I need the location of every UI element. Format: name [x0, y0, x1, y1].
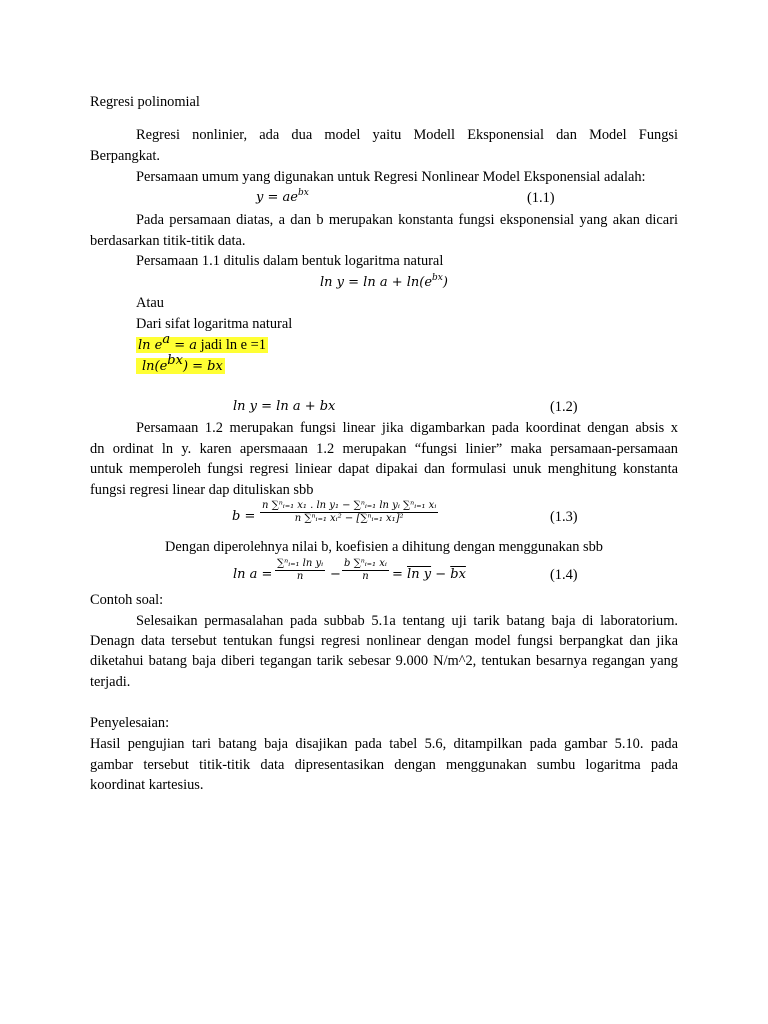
penyelesaian-heading: Penyelesaian: — [90, 715, 170, 731]
paragraph-5-line-3: untuk memperoleh fungsi regresi liniear dapat dipakai dan formulasi unuk menghitung konstanta — [90, 461, 678, 477]
paragraph-8-line-1: Hasil pengujian tari batang baja disajikan pada tabel 5.6, ditampilkan pada gambar 5.10. pada — [90, 736, 678, 752]
equation-1-3-fraction — [260, 500, 438, 525]
equation-1-2-expr: ln y = ln a + bx — [233, 399, 336, 414]
paragraph-7-line-3: diketahui batang baja diberi tegangan tarik sebesar 9.000 N/m^2, tentukan besarnya regangan yang — [90, 653, 678, 669]
highlight-line-1 — [136, 332, 678, 355]
equation-1-3-numerator: n ∑ⁿᵢ₌₁ x₁ . ln y₁ − ∑ⁿᵢ₌₁ ln yᵢ ∑ⁿᵢ₌₁ xᵢ — [262, 500, 437, 511]
equation-1-4-minus: − — [330, 567, 341, 582]
paragraph-7-line-1: Selesaikan permasalahan pada subbab 5.1a tentang uji tarik batang baja di laboratorium. — [136, 613, 678, 629]
paragraph-3-line-1: Pada persamaan diatas, a dan b merupakan konstanta fungsi eksponensial yang akan dicari — [136, 212, 678, 228]
equation-1-3 — [90, 500, 678, 534]
highlight-marker-2: $\ln(e^{bx})$ = bx — [136, 358, 225, 374]
paragraph-8-line-3: koordinat kartesius. — [90, 777, 204, 793]
dari-sifat-text: Dari sifat logaritma natural — [136, 316, 293, 332]
equation-1-3-denominator: n ∑ⁿᵢ₌₁ xᵢ² − [∑ⁿᵢ₌₁ x₁]² — [294, 513, 404, 524]
equation-1-4-number: (1.4) — [550, 567, 578, 583]
equation-1-1-number: (1.1) — [527, 190, 555, 206]
equation-1-1-expr: $y = ae^{bx}$ — [256, 188, 309, 205]
paragraph-7-line-2: Denagn data tersebut tentukan fungsi regresi nonlinear dengan model fungsi berpangkat dan jika — [90, 633, 678, 649]
paragraph-1-line-2: Berpangkat. — [90, 148, 160, 164]
paragraph-5-line-2: dn ordinat ln y. karen apersmaaan 1.2 merupakan “fungsi linier” maka persamaan-persamaan — [90, 441, 678, 457]
equation-1-2-number: (1.2) — [550, 399, 578, 415]
equation-1-4 — [90, 558, 678, 590]
contoh-soal-heading: Contoh soal: — [90, 592, 164, 608]
equation-1-3-number: (1.3) — [550, 509, 578, 525]
paragraph-1-line-1: Regresi nonlinier, ada dua model yaitu Modell Eksponensial dan Model Fungsi — [136, 127, 678, 143]
equation-log — [90, 273, 678, 292]
equation-1-4-lhs: ln a = — [233, 567, 273, 582]
paragraph-3-line-2: berdasarkan titik-titik data. — [90, 233, 246, 249]
atau-text: Atau — [136, 295, 164, 311]
equation-1-4-fraction-1: $\frac{\text{∑ⁿᵢ₌₁ ln yᵢ}}{n}$ — [277, 558, 324, 582]
paragraph-2: Persamaan umum yang digunakan untuk Regresi Nonlinear Model Eksponensial adalah: — [136, 169, 646, 185]
paragraph-7-line-4: terjadi. — [90, 674, 131, 690]
highlight-marker-1: $\ln e^a = a$ jadi ln e =1 — [138, 332, 266, 353]
paragraph-6: Dengan diperolehnya nilai b, koefisien a dihitung dengan menggunakan sbb — [164, 539, 603, 555]
equation-log-expr: $\ln y = \ln a + \ln(e^{bx})$ — [320, 273, 448, 290]
doc-title: Regresi polinomial — [90, 94, 200, 110]
equation-1-4-rhs: = $\ln y - \overline{bx}$ — [392, 567, 466, 582]
paragraph-5-line-1: Persamaan 1.2 merupakan fungsi linear jika digambarkan pada koordinat dengan absis x — [136, 420, 678, 436]
equation-1-4-fraction-2: $\frac{\text{b ∑ⁿᵢ₌₁ xᵢ}}{n}$ — [344, 558, 387, 582]
paragraph-4: Persamaan 1.1 ditulis dalam bentuk logaritma natural — [136, 253, 444, 269]
paragraph-8-line-2: gambar tersebut titik-titik data dipresentasikan dengan menggunakan sumbu logaritma pada — [90, 757, 678, 773]
equation-1-3-lhs: b = — [232, 509, 256, 524]
highlight-line-2 — [136, 353, 678, 376]
paragraph-5-line-4: fungsi regresi linear dap dituliskan sbb — [90, 482, 314, 498]
